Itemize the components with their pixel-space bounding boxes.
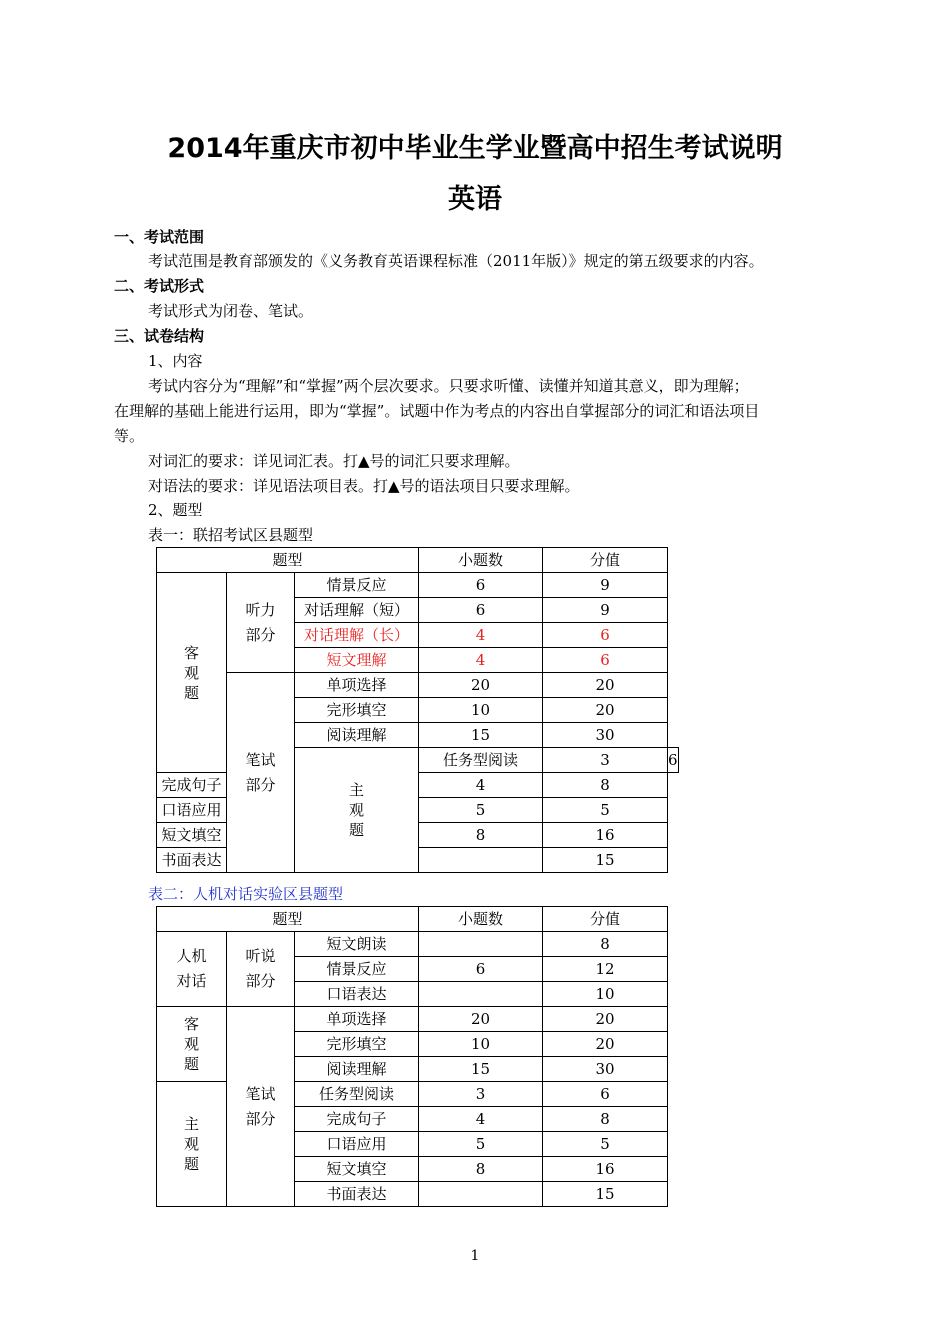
score-cell: 8 (543, 773, 668, 798)
table-row (157, 673, 679, 698)
group-cell-written (227, 673, 295, 873)
score-cell: 9 (543, 573, 668, 598)
score-cell: 20 (543, 698, 668, 723)
count-cell: 8 (419, 1157, 543, 1182)
header-cell: 题型 (157, 907, 419, 932)
group-label: 笔试部分 (245, 1084, 276, 1128)
header-cell: 分值 (543, 548, 668, 573)
score-cell: 10 (543, 982, 668, 1007)
type-cell: 情景反应 (295, 957, 419, 982)
count-cell (419, 982, 543, 1007)
count-cell: 8 (419, 823, 543, 848)
count-cell: 15 (419, 723, 543, 748)
count-cell: 10 (419, 698, 543, 723)
type-cell: 短文填空 (295, 1157, 419, 1182)
section-text-scope: 考试范围是教育部颁发的《义务教育英语课程标准（2011年版）》规定的第五级要求的内容。 (148, 252, 764, 270)
type-cell: 完成句子 (295, 1107, 419, 1132)
score-cell: 16 (543, 1157, 668, 1182)
vocab-requirement: 对词汇的要求：详见词汇表。打▲号的词汇只要求理解。 (148, 452, 520, 470)
type-cell: 阅读理解 (295, 1057, 419, 1082)
score-cell: 16 (543, 823, 668, 848)
score-cell: 6 (543, 623, 668, 648)
section-heading-format: 二、考试形式 (114, 277, 205, 295)
type-cell: 单项选择 (295, 1007, 419, 1032)
type-cell: 短文理解 (295, 648, 419, 673)
group-label: 客观题 (184, 1015, 200, 1073)
score-cell: 5 (543, 1132, 668, 1157)
count-cell: 20 (419, 673, 543, 698)
group-label: 主观题 (184, 1115, 200, 1173)
score-cell: 6 (543, 648, 668, 673)
paragraph-line: 考试内容分为“理解”和“掌握”两个层次要求。只要求听懂、读懂并知道其意义，即为理解； (148, 377, 749, 395)
paragraph-line: 在理解的基础上能进行运用，即为“掌握”。试题中作为考点的内容出自掌握部分的词汇和语法项目 (114, 402, 760, 420)
grammar-requirement: 对语法的要求：详见语法项目表。打▲号的语法项目只要求理解。 (148, 477, 580, 495)
table-header-row (157, 548, 679, 573)
count-cell: 20 (419, 1007, 543, 1032)
count-cell: 4 (419, 648, 543, 673)
table2 (156, 906, 668, 1207)
score-cell: 20 (543, 1007, 668, 1032)
group-cell-objective (157, 1007, 227, 1082)
count-cell: 5 (419, 798, 543, 823)
score-cell: 6 (668, 748, 679, 773)
type-cell: 完形填空 (295, 698, 419, 723)
type-cell: 完形填空 (295, 1032, 419, 1057)
count-cell: 4 (419, 773, 543, 798)
type-cell: 完成句子 (157, 773, 227, 798)
count-cell: 6 (419, 598, 543, 623)
type-cell: 书面表达 (295, 1182, 419, 1207)
score-cell: 20 (543, 1032, 668, 1057)
type-cell: 口语应用 (157, 798, 227, 823)
group-cell-subjective (157, 1082, 227, 1207)
document-subtitle: 英语 (448, 184, 502, 215)
score-cell: 20 (543, 673, 668, 698)
group-cell-dialogue (157, 932, 227, 1007)
count-cell: 3 (419, 1082, 543, 1107)
group-label: 主观题 (349, 781, 365, 839)
score-cell: 9 (543, 598, 668, 623)
score-cell: 12 (543, 957, 668, 982)
group-label: 笔试部分 (245, 750, 276, 794)
score-cell: 6 (543, 1082, 668, 1107)
group-label: 人机对话 (176, 947, 207, 990)
count-cell: 4 (419, 1107, 543, 1132)
score-cell: 8 (543, 1107, 668, 1132)
header-cell: 分值 (543, 907, 668, 932)
count-cell: 10 (419, 1032, 543, 1057)
header-cell: 题型 (157, 548, 419, 573)
count-cell: 15 (419, 1057, 543, 1082)
score-cell: 15 (543, 848, 668, 873)
score-cell: 30 (543, 723, 668, 748)
count-cell: 6 (419, 573, 543, 598)
header-cell: 小题数 (419, 907, 543, 932)
type-cell: 短文朗读 (295, 932, 419, 957)
count-cell: 5 (419, 1132, 543, 1157)
score-cell: 30 (543, 1057, 668, 1082)
type-cell: 短文填空 (157, 823, 227, 848)
group-cell-speaking (227, 932, 295, 1007)
score-cell: 15 (543, 1182, 668, 1207)
count-cell (419, 1182, 543, 1207)
type-cell: 任务型阅读 (419, 748, 543, 773)
type-cell: 书面表达 (157, 848, 227, 873)
type-cell: 口语应用 (295, 1132, 419, 1157)
table-row (157, 1007, 668, 1032)
table-row (157, 932, 668, 957)
type-cell: 情景反应 (295, 573, 419, 598)
page-number: 1 (470, 1248, 480, 1264)
group-label: 听力部分 (245, 600, 276, 644)
document-title: 2014年重庆市初中毕业生学业暨高中招生考试说明 (167, 133, 783, 164)
table1-caption: 表一：联招考试区县题型 (148, 526, 314, 544)
type-cell: 对话理解（短） (295, 598, 419, 623)
count-cell: 6 (419, 957, 543, 982)
paragraph-line: 等。 (114, 427, 145, 445)
header-cell: 小题数 (419, 548, 543, 573)
section-heading-structure: 三、试卷结构 (114, 327, 205, 345)
group-cell-subjective (295, 748, 419, 873)
score-cell: 8 (543, 932, 668, 957)
table2-caption: 表二：人机对话实验区县题型 (148, 885, 344, 903)
group-cell-written (227, 1007, 295, 1207)
group-label: 听说部分 (245, 947, 276, 990)
count-cell: 4 (419, 623, 543, 648)
score-cell: 5 (543, 798, 668, 823)
subheading-content: 1、内容 (148, 352, 203, 370)
type-cell: 单项选择 (295, 673, 419, 698)
type-cell: 口语表达 (295, 982, 419, 1007)
group-cell-objective (157, 573, 227, 773)
table-row (157, 573, 679, 598)
count-cell (419, 848, 543, 873)
count-cell (419, 932, 543, 957)
subheading-question-types: 2、题型 (148, 501, 203, 519)
group-label: 客观题 (184, 643, 200, 702)
section-text-format: 考试形式为闭卷、笔试。 (148, 302, 314, 320)
table1 (156, 547, 679, 873)
table-header-row (157, 907, 668, 932)
type-cell: 对话理解（长） (295, 623, 419, 648)
type-cell: 阅读理解 (295, 723, 419, 748)
section-heading-scope: 一、考试范围 (114, 228, 205, 246)
count-cell: 3 (543, 748, 668, 773)
type-cell: 任务型阅读 (295, 1082, 419, 1107)
group-cell-listening (227, 573, 295, 673)
